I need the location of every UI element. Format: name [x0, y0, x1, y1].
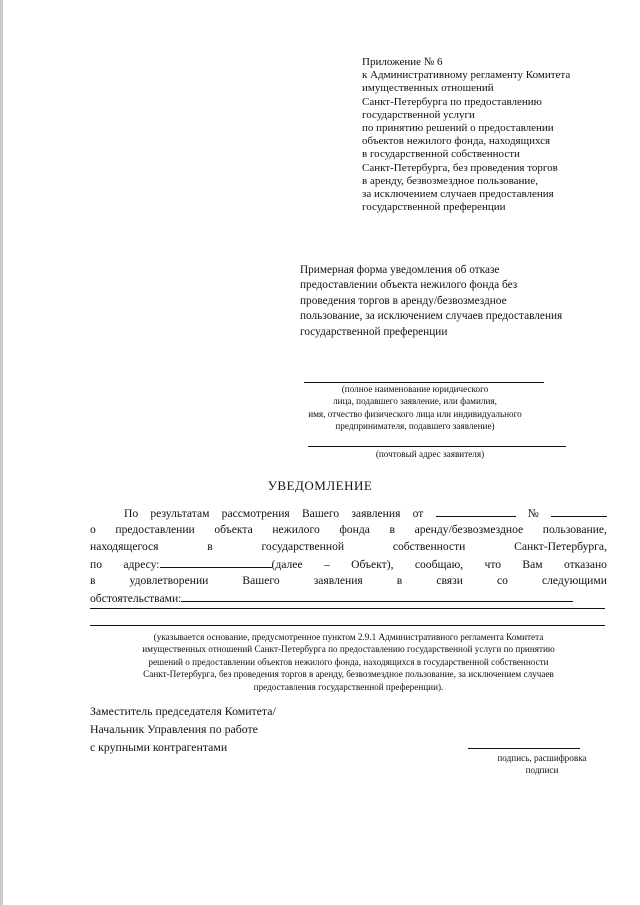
signer-line: Начальник Управления по работе	[90, 722, 258, 736]
footnote-line: предоставления государственной преференции).	[253, 681, 444, 692]
applicant-name-caption: (полное наименование юридического лица, подавшего заявление, или фамилия, имя, отчество физического лица или индивидуального предпринимателя, подавшего заявление)	[308, 384, 522, 432]
footnote-line: (указывается основание, предусмотренное пунктом 2.9.1 Административного регламента Комитета	[153, 632, 544, 642]
appendix-line: государственной преференции	[362, 201, 506, 214]
circumstances-line-2[interactable]	[90, 608, 605, 609]
circumstances-blank[interactable]	[181, 589, 573, 602]
form-title	[300, 263, 620, 340]
signature-line[interactable]	[468, 748, 580, 749]
footnote	[90, 631, 607, 693]
appendix-line: имущественных отношений	[362, 82, 494, 95]
body-line-5: в удовлетворении Вашего заявления в связи со следующими	[90, 574, 607, 587]
form-title-line: проведения торгов в аренду/безвозмездное	[300, 294, 507, 307]
form-title-line: государственной преференции	[300, 325, 448, 338]
number-blank[interactable]	[551, 504, 607, 517]
appendix-header	[362, 56, 632, 214]
address-blank[interactable]	[160, 555, 272, 568]
form-title-line: Примерная форма уведомления об отказе	[300, 264, 500, 276]
circumstances-line-3[interactable]	[90, 625, 605, 626]
signer-title	[90, 702, 276, 756]
body-line-6: обстоятельствами:	[90, 589, 607, 606]
appendix-line: объектов нежилого фонда, находящихся	[362, 135, 551, 148]
applicant-address-caption: (почтовый адрес заявителя)	[375, 449, 485, 459]
form-title-line: предоставлении объекта нежилого фонда без	[300, 279, 518, 292]
appendix-line: к Административному регламенту Комитета	[362, 69, 571, 82]
body-line-2: о предоставлении объекта нежилого фонда в аренду/безвозмездное пользование,	[90, 523, 607, 536]
body-line-1: По результатам рассмотрения Вашего заявления от №	[90, 504, 607, 521]
form-title-line: пользование, за исключением случаев предоставления	[300, 310, 563, 323]
footnote-line: решений о предоставлении объектов нежилого фонда, находящихся в государственной собственности	[148, 656, 549, 667]
appendix-line: Санкт-Петербурга по предоставлению	[362, 95, 542, 108]
date-blank[interactable]	[436, 504, 516, 517]
signature-caption: подпись, расшифровка подписи	[497, 753, 587, 775]
notice-heading: УВЕДОМЛЕНИЕ	[267, 478, 373, 493]
page-edge	[0, 0, 3, 905]
body-line-4: по адресу: (далее – Объект), сообщаю, что Вам отказано	[90, 555, 607, 572]
footnote-line: Санкт-Петербурга, без проведения торгов в аренду, безвозмездное пользование, за исключением случаев	[143, 669, 554, 680]
appendix-line: государственной услуги	[362, 108, 475, 121]
signer-line: с крупными контрагентами	[90, 740, 228, 754]
appendix-line: в аренду, безвозмездное пользование,	[362, 174, 538, 187]
appendix-line: за исключением случаев предоставления	[362, 188, 554, 201]
appendix-line: в государственной собственности	[362, 148, 520, 161]
applicant-address-line[interactable]	[308, 446, 566, 447]
footnote-line: имущественных отношений Санкт-Петербурга по предоставлению государственной услуги по принятию	[142, 644, 555, 655]
appendix-line: Санкт-Петербурга, без проведения торгов	[362, 161, 558, 174]
signer-line: Заместитель председателя Комитета/	[90, 704, 276, 718]
appendix-line: Приложение № 6	[362, 56, 443, 68]
body-line-3: находящегося в государственной собственности Санкт-Петербурга,	[90, 540, 607, 553]
notice-body	[90, 504, 607, 616]
appendix-line: по принятию решений о предоставлении	[362, 122, 554, 135]
